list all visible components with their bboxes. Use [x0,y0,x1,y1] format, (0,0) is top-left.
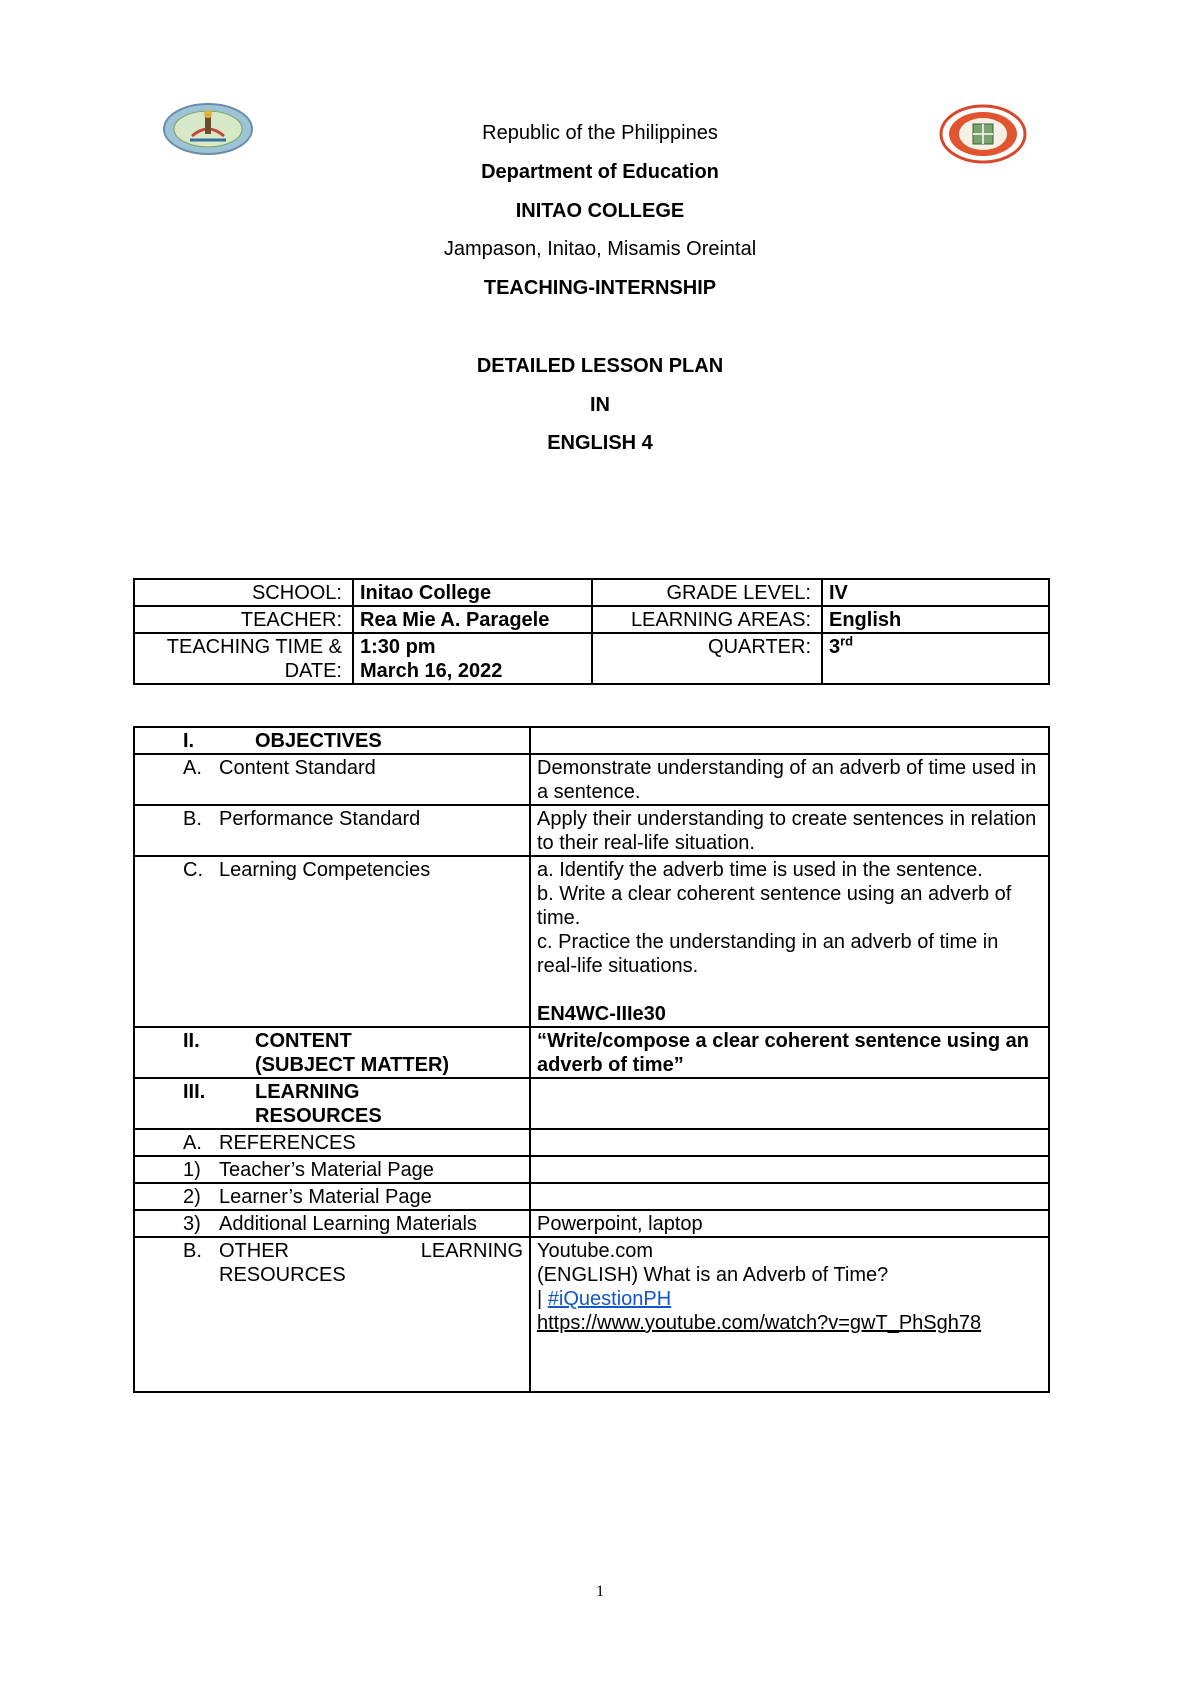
row-content-standard [134,754,1049,805]
competencies-label: Learning Competencies [219,859,431,881]
performance-standard-cell [134,805,530,856]
info-row-time [134,633,1049,684]
row-references [134,1129,1049,1156]
college-name: INITAO COLLEGE [515,200,685,222]
page-number: 1 [596,1583,604,1600]
time-label-line2: DATE: [284,660,342,682]
performance-standard-label: Performance Standard [219,808,421,830]
document-title: DETAILED LESSON PLAN [476,355,724,377]
other-resources-letter: B. [183,1240,202,1262]
row-teachers-material [134,1156,1049,1183]
learners-material-value [530,1183,1049,1210]
info-row-teacher [134,606,1049,633]
resources-label-1: LEARNING [255,1081,360,1103]
other-resources-word3: RESOURCES [219,1264,346,1286]
competency-b: b. Write a clear coherent sentence using an adverb of time. [537,883,1012,929]
performance-standard-value: Apply their understanding to create sentences in relation to their real-life situation. [530,805,1049,856]
content-heading [134,1027,530,1078]
learners-material-cell [134,1183,530,1210]
references-cell [134,1129,530,1156]
info-row-school [134,579,1049,606]
content-label: CONTENT [255,1030,352,1052]
additional-materials-value: Powerpoint, laptop [530,1210,1049,1237]
row-learners-material [134,1183,1049,1210]
resources-heading [134,1078,530,1129]
row-learning-resources [134,1078,1049,1129]
areas-label: LEARNING AREAS: [592,606,822,633]
quarter-number: 3 [829,636,841,658]
time-value [353,633,592,684]
document-subject: ENGLISH 4 [547,432,653,454]
quarter-label: QUARTER: [592,633,822,684]
row-content [134,1027,1049,1078]
time-label-line1: TEACHING TIME & [166,636,342,658]
content-value: “Write/compose a clear coherent sentence using an adverb of time” [530,1027,1049,1078]
pipe-char: | [537,1288,548,1310]
objectives-label: OBJECTIVES [255,730,382,752]
content-standard-cell [134,754,530,805]
document-title-in: IN [590,394,610,416]
other-resources-cell [134,1237,530,1392]
other-resources-value [530,1237,1049,1392]
subject-matter-label: (SUBJECT MATTER) [255,1054,450,1076]
info-table [133,578,1050,685]
row-performance-standard [134,805,1049,856]
program-line: TEACHING-INTERNSHIP [483,277,717,299]
competencies-value [530,856,1049,1027]
time-value-date: March 16, 2022 [360,660,503,682]
row-additional-materials [134,1210,1049,1237]
department-line: Department of Education [481,161,719,183]
other-resources-word1: OTHER [219,1240,289,1262]
time-label [134,633,353,684]
references-value [530,1129,1049,1156]
learners-material-label: Learner’s Material Page [219,1186,432,1208]
quarter-value [822,633,1049,684]
row-learning-competencies [134,856,1049,1027]
objectives-value [530,727,1049,754]
additional-materials-label: Additional Learning Materials [219,1213,477,1235]
youtube-url-link[interactable]: https://www.youtube.com/watch?v=gwT_PhSgh78 [537,1312,982,1334]
time-value-time: 1:30 pm [360,636,436,658]
teachers-material-label: Teacher’s Material Page [219,1159,434,1181]
objectives-heading [134,727,530,754]
references-label: REFERENCES [219,1132,356,1154]
teachers-material-value [530,1156,1049,1183]
additional-materials-cell [134,1210,530,1237]
references-letter: A. [183,1132,202,1154]
content-standard-value: Demonstrate understanding of an adverb of time used in a sentence. [530,754,1049,805]
other-resources-word2: LEARNING [420,1240,523,1262]
resources-label-2: RESOURCES [255,1105,382,1127]
competencies-cell [134,856,530,1027]
lesson-plan-table [133,726,1050,1393]
grade-value: IV [822,579,1049,606]
areas-value: English [822,606,1049,633]
other-resources-site: Youtube.com [537,1240,654,1262]
row-other-resources [134,1237,1049,1392]
content-standard-label: Content Standard [219,757,376,779]
competency-code: EN4WC-IIIe30 [537,1003,666,1025]
competency-a: a. Identify the adverb time is used in the sentence. [537,859,983,881]
competency-c: c. Practice the understanding in an adverb of time in real-life situations. [537,931,999,977]
quarter-suffix: rd [840,633,854,649]
school-value: Initao College [353,579,592,606]
content-num: II. [183,1030,200,1052]
resources-num: III. [183,1081,206,1103]
competencies-letter: C. [183,859,203,881]
resources-value [530,1078,1049,1129]
content-standard-letter: A. [183,757,202,779]
row-objectives [134,727,1049,754]
teacher-value: Rea Mie A. Paragele [353,606,592,633]
performance-standard-letter: B. [183,808,202,830]
other-resources-video-title: (ENGLISH) What is an Adverb of Time? [537,1264,889,1286]
college-address: Jampason, Initao, Misamis Oreintal [443,238,757,260]
additional-materials-num: 3) [183,1213,201,1235]
republic-line: Republic of the Philippines [482,122,718,144]
grade-label: GRADE LEVEL: [592,579,822,606]
teachers-material-cell [134,1156,530,1183]
school-label: SCHOOL: [134,579,353,606]
other-resources-tag-line [537,1287,1042,1311]
teachers-material-num: 1) [183,1159,201,1181]
objectives-num: I. [183,730,195,752]
teacher-label: TEACHER: [134,606,353,633]
hashtag-link[interactable]: #iQuestionPH [547,1288,672,1310]
learners-material-num: 2) [183,1186,201,1208]
